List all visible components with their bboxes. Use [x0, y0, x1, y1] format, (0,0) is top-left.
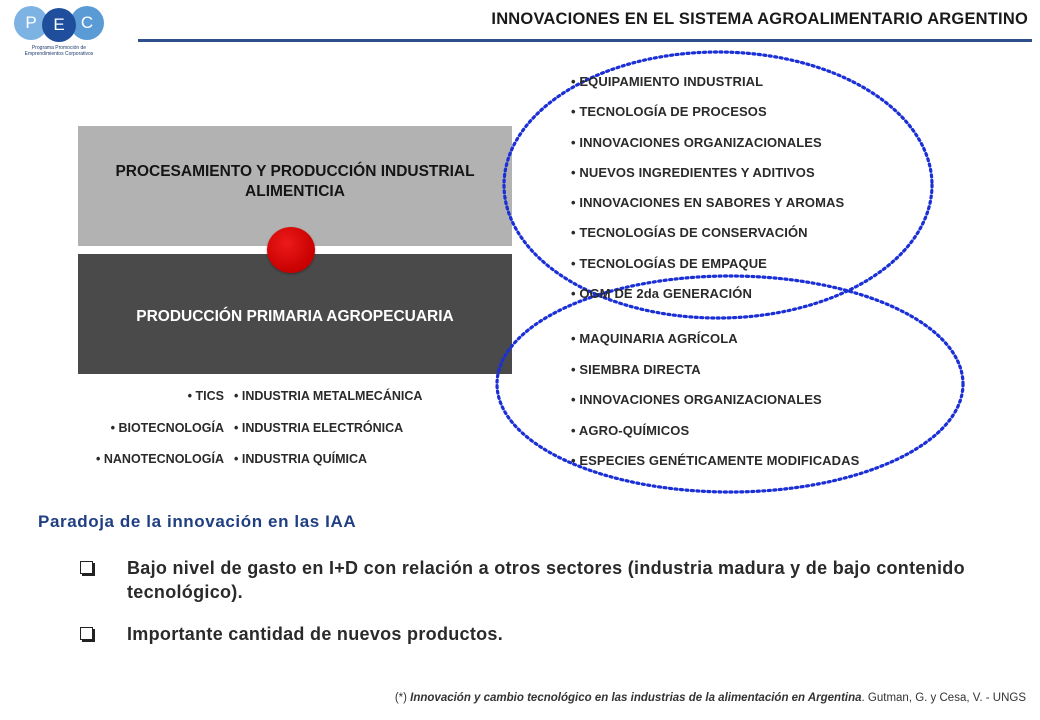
- list-item: • INNOVACIONES ORGANIZACIONALES: [571, 392, 859, 423]
- industrial-innovations-list: [571, 74, 844, 316]
- source-footnote: [395, 692, 1026, 704]
- industrial-processing-block: PROCESAMIENTO Y PRODUCCIÓN INDUSTRIAL ALIMENTICIA: [78, 126, 512, 246]
- technologies-list: [96, 389, 224, 484]
- list-item: • TICS: [96, 389, 224, 421]
- paradox-point: [80, 556, 1000, 604]
- list-item: • NANOTECNOLOGÍA: [96, 452, 224, 484]
- footnote-authors: . Gutman, G. y Cesa, V. - UNGS: [861, 692, 1026, 704]
- page-title: INNOVACIONES EN EL SISTEMA AGROALIMENTARIO ARGENTINO: [491, 10, 1028, 28]
- logo-letter-c: C: [70, 6, 104, 40]
- list-item: • EQUIPAMIENTO INDUSTRIAL: [571, 74, 844, 104]
- logo-subtitle: Programa Promoción de Emprendimientos Corporativos: [24, 45, 94, 57]
- logo-letter-e: E: [42, 8, 76, 42]
- list-item: • TECNOLOGÍAS DE CONSERVACIÓN: [571, 225, 844, 255]
- list-item: • ESPECIES GENÉTICAMENTE MODIFICADAS: [571, 453, 859, 484]
- industries-list: [234, 389, 422, 484]
- checkbox-bullet-icon: [80, 627, 93, 640]
- list-item: • INDUSTRIA ELECTRÓNICA: [234, 421, 422, 453]
- paradox-heading: Paradoja de la innovación en las IAA: [38, 512, 357, 531]
- list-item: • TECNOLOGÍAS DE EMPAQUE: [571, 256, 844, 286]
- red-node-icon: [267, 227, 315, 273]
- list-item: • OGM DE 2da GENERACIÓN: [571, 286, 844, 316]
- list-item: • INNOVACIONES EN SABORES Y AROMAS: [571, 195, 844, 225]
- list-item: • INDUSTRIA METALMECÁNICA: [234, 389, 422, 421]
- paradox-point: [80, 622, 1000, 646]
- primary-production-block: PRODUCCIÓN PRIMARIA AGROPECUARIA: [78, 254, 512, 374]
- list-item: • TECNOLOGÍA DE PROCESOS: [571, 104, 844, 134]
- list-item: • NUEVOS INGREDIENTES Y ADITIVOS: [571, 165, 844, 195]
- agricultural-innovations-list: [571, 331, 859, 484]
- footnote-title: Innovación y cambio tecnológico en las industrias de la alimentación en Argentina: [410, 692, 862, 704]
- list-item: • SIEMBRA DIRECTA: [571, 362, 859, 393]
- checkbox-bullet-icon: [80, 561, 93, 574]
- logo-letter-p: P: [14, 6, 48, 40]
- footnote-prefix: (*): [394, 692, 407, 704]
- list-item: • INNOVACIONES ORGANIZACIONALES: [571, 135, 844, 165]
- paradox-point-text: Bajo nivel de gasto en I+D con relación a otros sectores (industria madura y de bajo contenido tecnológico).: [127, 558, 965, 602]
- paradox-point-text: Importante cantidad de nuevos productos.: [127, 624, 504, 644]
- list-item: • BIOTECNOLOGÍA: [96, 421, 224, 453]
- list-item: • INDUSTRIA QUÍMICA: [234, 452, 422, 484]
- list-item: • AGRO-QUÍMICOS: [571, 423, 859, 454]
- list-item: • MAQUINARIA AGRÍCOLA: [571, 331, 859, 362]
